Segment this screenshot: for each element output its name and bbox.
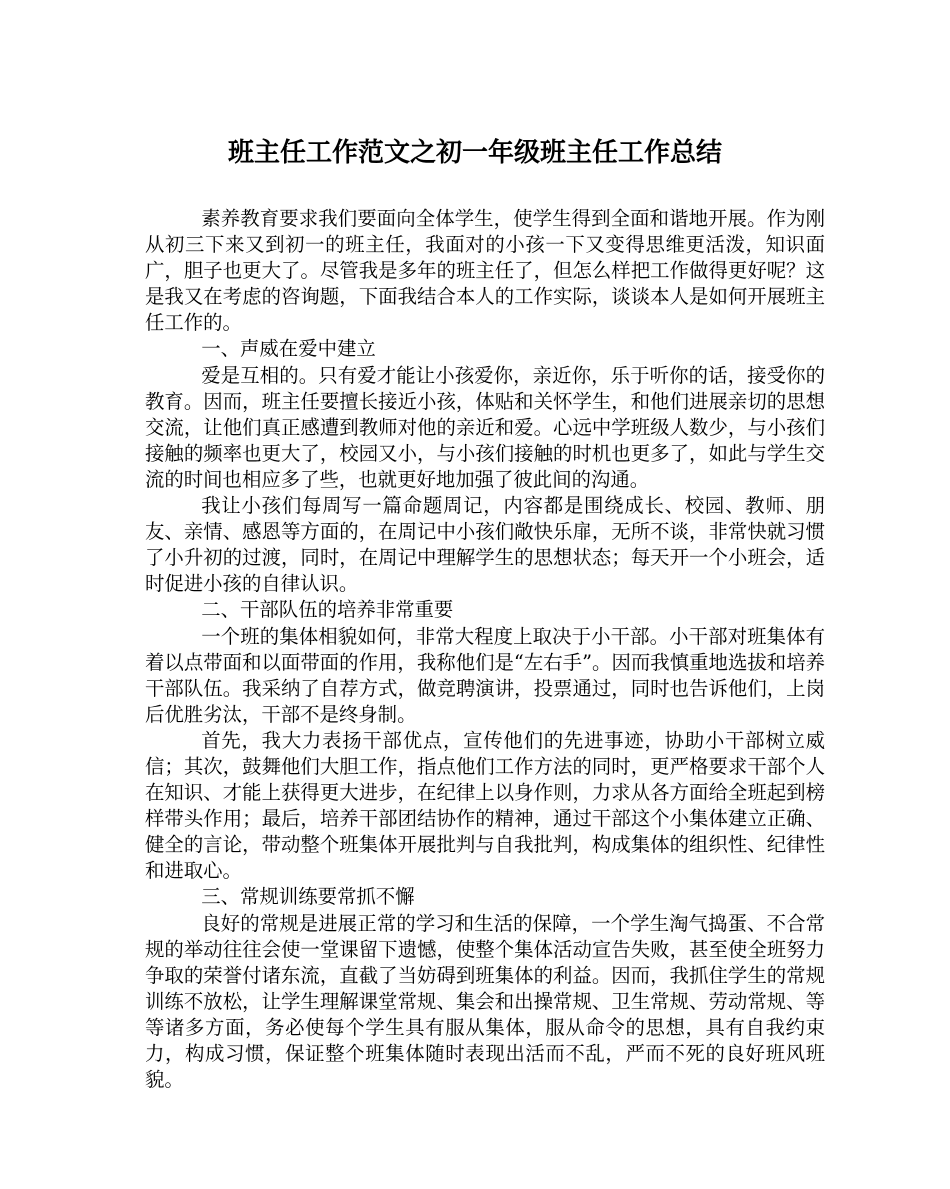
section-heading: 三、常规训练要常抓不懈	[201, 885, 415, 909]
paragraph: 良好的常规是进展正常的学习和生活的保障，一个学生淘气捣蛋、不合常规的举动往往会使一堂课留下遗憾，使整个集体活动宣告失败，甚至使全班努力争取的荣誉付诸东流，直截了当妨碍到班集体的利益。因而，我抓住学生的常规训练不放松，让学生理解课堂常规、集会和出操常规、卫生常规、劳动常规、等等诸多方面，务必使每个学生具有服从集体，服从命令的思想，具有自我约束力，构成习惯，保证整个班集体随时表现出活而不乱，严而不死的良好班风班貌。	[145, 911, 825, 1092]
section-heading: 一、声威在爱中建立	[201, 337, 376, 361]
paragraph: 我让小孩们每周写一篇命题周记，内容都是围绕成长、校园、教师、朋友、亲情、感恩等方面的，在周记中小孩们敞快乐扉，无所不谈，非常快就习惯了小升初的过渡，同时，在周记中理解学生的思想状态；每天开一个小班会，适时促进小孩的自律认识。	[145, 494, 825, 596]
paragraph: 首先，我大力表扬干部优点，宣传他们的先进事迹，协助小干部树立威信；其次，鼓舞他们大胆工作，指点他们工作方法的同时，更严格要求干部个人在知识、才能上获得更大进步，在纪律上以身作则，力求从各方面给全班起到榜样带头作用；最后，培养干部团结协作的精神，通过干部这个小集体建立正确、健全的言论，带动整个班集体开展批判与自我批判，构成集体的组织性、纪律性和进取心。	[145, 728, 825, 883]
paragraph: 一个班的集体相貌如何，非常大程度上取决于小干部。小干部对班集体有着以点带面和以面带面的作用，我称他们是“左右手”。因而我慎重地选拔和培养干部队伍。我采纳了自荐方式，做竞聘演讲，投票通过，同时也告诉他们，上岗后优胜劣汰，干部不是终身制。	[145, 624, 825, 726]
document-title: 班主任工作范文之初一年级班主任工作总结	[227, 138, 722, 168]
paragraph: 素养教育要求我们要面向全体学生，使学生得到全面和谐地开展。作为刚从初三下来又到初一的班主任，我面对的小孩一下又变得思维更活泼，知识面广，胆子也更大了。尽管我是多年的班主任了，但怎么样把工作做得更好呢？这是我又在考虑的咨询题，下面我结合本人的工作实际，谈谈本人是如何开展班主任工作的。	[145, 207, 825, 335]
paragraph: 爱是互相的。只有爱才能让小孩爱你，亲近你，乐于听你的话，接受你的教育。因而，班主任要擅长接近小孩，体贴和关怀学生，和他们进展亲切的思想交流，让他们真正感遭到教师对他的亲近和爱。心远中学班级人数少，与小孩们接触的频率也更大了，校园又小，与小孩们接触的时机也更多了，如此与学生交流的时间也相应多了些，也就更好地加强了彼此间的沟通。	[145, 363, 825, 491]
section-heading: 二、干部队伍的培养非常重要	[201, 598, 454, 622]
document-body	[145, 206, 825, 1093]
